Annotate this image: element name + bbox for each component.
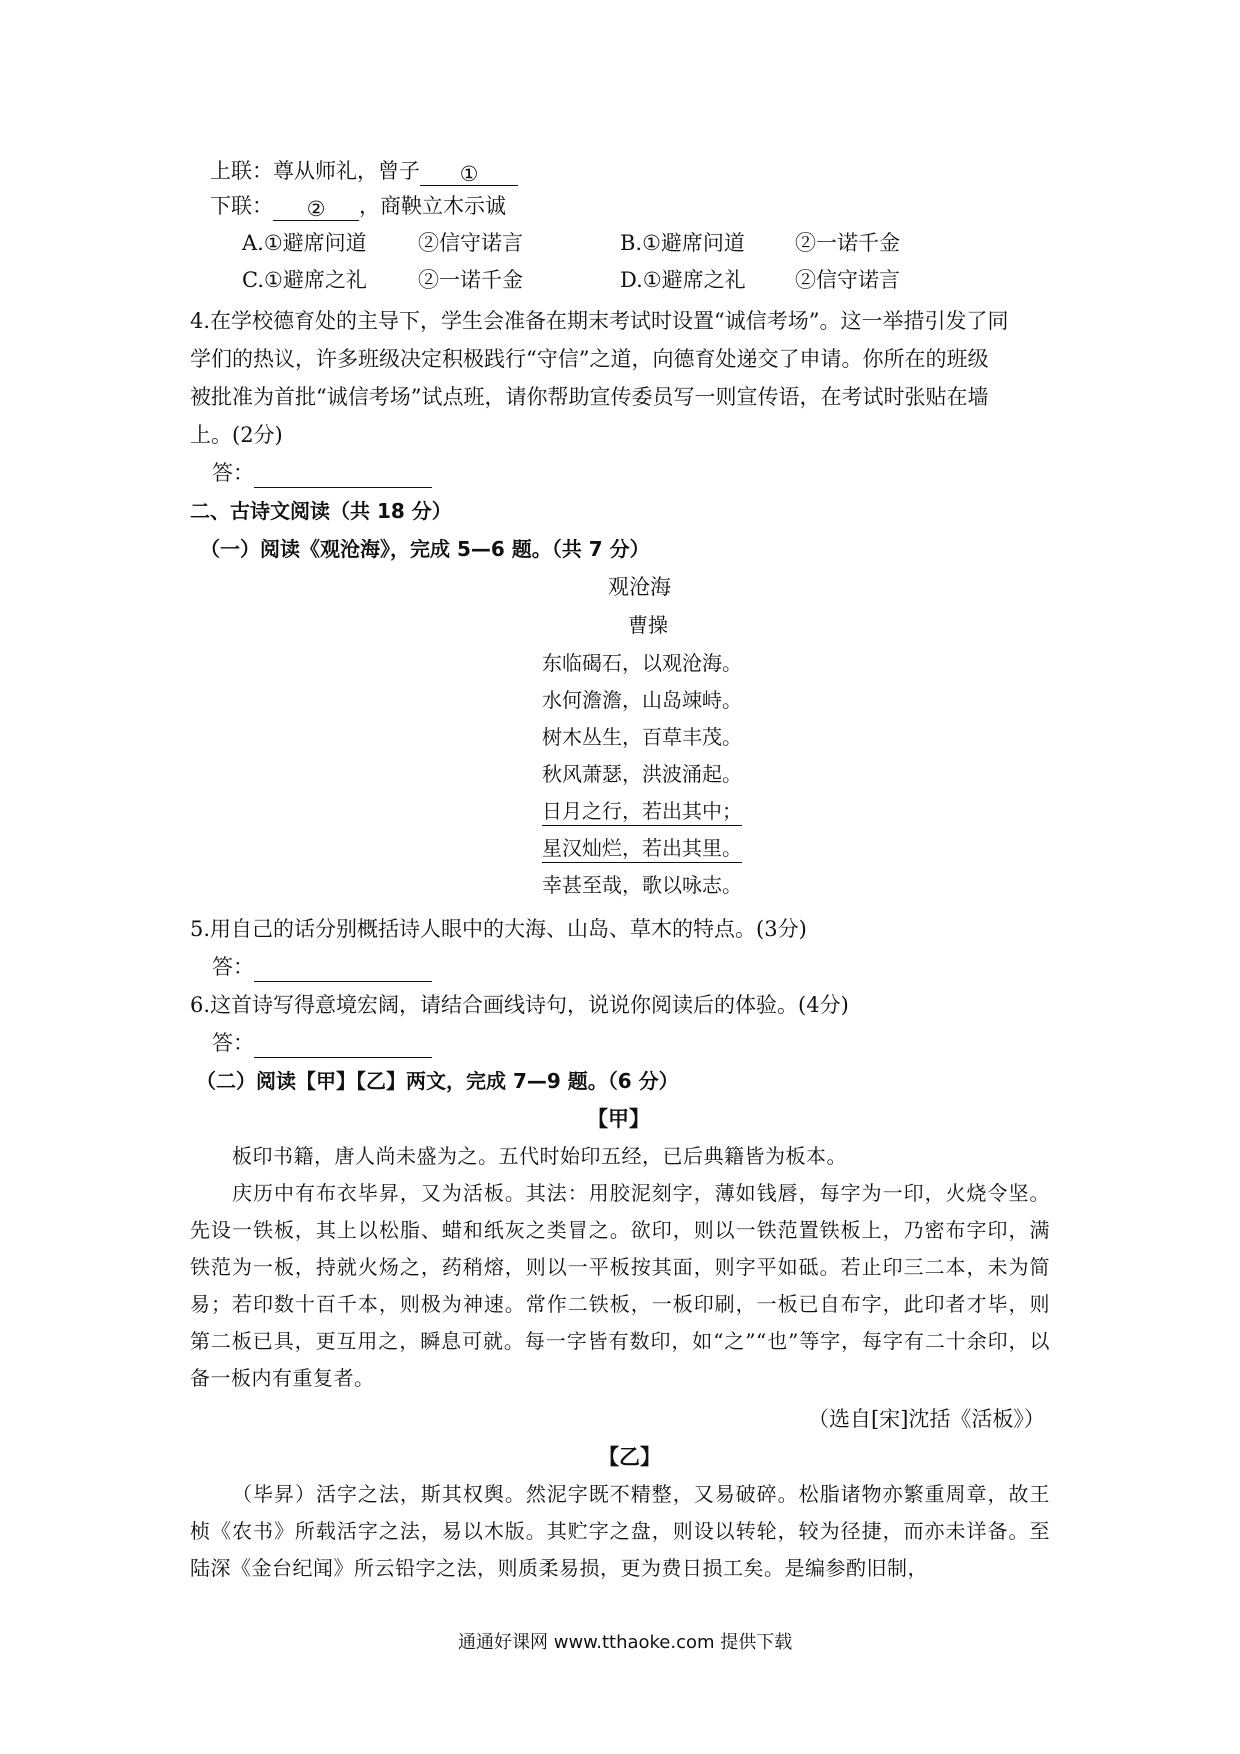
answer-label: 答： xyxy=(212,461,254,485)
q4-answer xyxy=(212,458,432,488)
section-2-title: 二、古诗文阅读（共 18 分） xyxy=(190,499,452,523)
option-c-part1: C.①避席之礼 xyxy=(242,268,367,292)
q4-line-4: 上。(2分) xyxy=(190,423,283,447)
option-d xyxy=(620,265,746,295)
couplet-lower xyxy=(210,191,506,221)
page-footer: 通通好课网 www.tthaoke.com 提供下载 xyxy=(458,1632,793,1653)
option-b xyxy=(620,228,745,258)
couplet-lower-tail: ，商鞅立木示诚 xyxy=(359,194,506,218)
part-2-heading: （二）阅读【甲】【乙】两文，完成 7—9 题。（6 分） xyxy=(196,1069,679,1093)
poem-title: 观沧海 xyxy=(608,575,671,599)
option-c-2 xyxy=(418,265,523,295)
text-jia-paragraph-2: 庆历中有布衣毕昇，又为活板。其法：用胶泥刻字，薄如钱唇，每字为一印，火烧令坚。先设一铁板，其上以松脂、蜡和纸灰之类冒之。欲印，则以一铁范置铁板上，乃密布字印，满铁范为一板，持就火炀之，药稍熔，则以一平板按其面，则字平如砥。若止印三二本，未为简易；若印数十百千本，则极为神速。常作二铁板，一板印刷，一板已自布字，此印者才毕，则第二板已具，更互用之，瞬息可就。每一字皆有数印，如“之”“也”等字，每字有二十余印，以备一板内有重复者。 xyxy=(190,1181,1050,1390)
option-b-2 xyxy=(795,228,900,258)
option-d-part2: ②信守诺言 xyxy=(795,268,900,292)
text-yi-title: 【乙】 xyxy=(598,1445,661,1469)
answer-line xyxy=(254,461,432,488)
text-jia-paragraph-1: 板印书籍，唐人尚未盛为之。五代时始印五经，已后典籍皆为板本。 xyxy=(232,1144,847,1168)
option-c-part2: ②一诺千金 xyxy=(418,268,523,292)
q6-text: 6.这首诗写得意境宏阔，请结合画线诗句，说说你阅读后的体验。(4分) xyxy=(190,993,849,1017)
blank-2: ② xyxy=(273,194,359,221)
couplet-lower-label: 下联： xyxy=(210,194,273,218)
couplet-upper xyxy=(210,156,518,186)
poem-line: 树木丛生，百草丰茂。 xyxy=(542,725,742,749)
blank-1: ① xyxy=(420,159,518,186)
option-a-part2: ②信守诺言 xyxy=(418,231,523,255)
answer-line xyxy=(254,1031,432,1058)
poem-author: 曹操 xyxy=(628,613,668,637)
part-1-heading: （一）阅读《观沧海》，完成 5—6 题。（共 7 分） xyxy=(200,537,650,561)
option-d-part1: D.①避席之礼 xyxy=(620,268,746,292)
answer-line xyxy=(254,955,432,982)
option-a xyxy=(242,228,367,258)
poem-line-underlined: 日月之行，若出其中； xyxy=(542,796,842,833)
text-jia-source: （选自[宋]沈括《活板》） xyxy=(808,1407,1045,1431)
q6-answer xyxy=(212,1028,432,1058)
poem-line: 东临碣石，以观沧海。 xyxy=(542,651,742,675)
option-a-2 xyxy=(418,228,523,258)
poem-line: 水何澹澹，山岛竦峙。 xyxy=(542,688,742,712)
poem-line: 秋风萧瑟，洪波涌起。 xyxy=(542,762,742,786)
q5-text: 5.用自己的话分别概括诗人眼中的大海、山岛、草木的特点。(3分) xyxy=(190,917,807,941)
answer-label: 答： xyxy=(212,1031,254,1055)
text-jia-title: 【甲】 xyxy=(587,1107,650,1131)
q5-answer xyxy=(212,952,432,982)
option-c xyxy=(242,265,367,295)
poem-body xyxy=(542,648,842,907)
q4-line-2: 学们的热议，许多班级决定积极践行“守信”之道，向德育处递交了申请。你所在的班级 xyxy=(190,347,989,371)
option-a-part1: A.①避席问道 xyxy=(242,231,367,255)
option-d-2 xyxy=(795,265,900,295)
answer-label: 答： xyxy=(212,955,254,979)
option-b-part2: ②一诺千金 xyxy=(795,231,900,255)
poem-line: 幸甚至哉，歌以咏志。 xyxy=(542,873,742,897)
text-yi-paragraph-1: （毕昇）活字之法，斯其权舆。然泥字既不精整，又易破碎。松脂诸物亦繁重周章，故王桢《农书》所载活字之法，易以木版。其贮字之盘，则设以转轮，较为径捷，而亦未详备。至陆深《金台纪闻》所云铅字之法，则质柔易损，更为费日损工矣。是编参酌旧制， xyxy=(190,1482,1050,1580)
option-b-part1: B.①避席问道 xyxy=(620,231,745,255)
q4-line-1: 4.在学校德育处的主导下，学生会准备在期末考试时设置“诚信考场”。这一举措引发了同 xyxy=(190,309,1009,333)
poem-line-underlined: 星汉灿烂，若出其里。 xyxy=(542,833,842,870)
couplet-upper-label: 上联：尊从师礼，曾子 xyxy=(210,159,420,183)
q4-line-3: 被批准为首批“诚信考场”试点班，请你帮助宣传委员写一则宣传语，在考试时张贴在墙 xyxy=(190,385,989,409)
